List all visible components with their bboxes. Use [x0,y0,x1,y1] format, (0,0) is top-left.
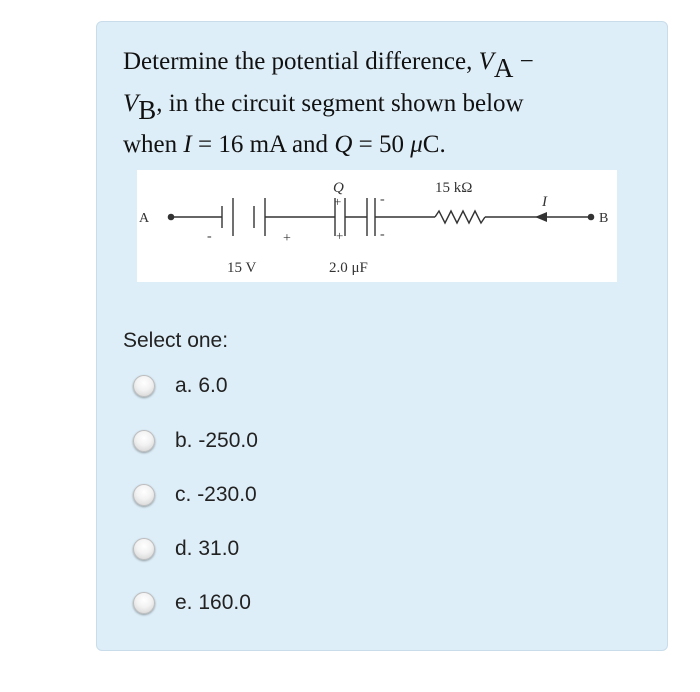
vb-subscript: B [138,95,157,125]
cap-label: 2.0 μF [329,260,368,276]
circuit-diagram [137,170,617,282]
option-label: b. -250.0 [175,429,258,452]
option-label: d. 31.0 [175,537,240,560]
option-label: e. 160.0 [175,591,251,614]
minus-sign: − [513,48,534,75]
select-prompt: Select one: [123,329,229,352]
va-variable: V [478,48,494,75]
resistor-zigzag [435,211,485,223]
question-card [96,21,668,651]
option-c[interactable] [133,480,257,510]
radio-button[interactable] [133,375,155,397]
option-a[interactable] [133,371,228,401]
q-label: Q [333,180,344,196]
cap-plus-bottom: + [336,228,344,243]
va-subscript: A [493,53,514,83]
option-d[interactable] [133,534,239,564]
radio-button[interactable] [133,538,155,560]
option-e[interactable] [133,588,251,618]
node-b [588,214,593,219]
question-line2: , in the circuit segment shown below [156,90,524,117]
resistor-label: 15 kΩ [435,180,473,196]
i-variable: I [183,131,192,158]
circuit-svg [137,170,617,282]
current-arrow-icon [535,212,547,222]
cap-minus-top: - [380,192,385,207]
radio-button[interactable] [133,484,155,506]
question-text [123,40,663,165]
cap-minus-bottom: - [380,227,385,242]
vb-variable: V [123,90,139,117]
option-label: c. -230.0 [175,483,257,506]
current-label: I [542,194,547,210]
q-variable: Q [334,131,353,158]
battery-label: 15 V [227,260,257,276]
when-text: when [123,131,184,158]
q-unit: C. [422,131,446,158]
radio-button[interactable] [133,430,155,452]
option-b[interactable] [133,426,258,456]
battery-minus: - [207,229,212,244]
option-label: a. 6.0 [175,374,228,397]
radio-button[interactable] [133,592,155,614]
q-value: = 50 [352,131,411,158]
cap-plus-top: + [334,194,342,209]
i-value: = 16 mA and [191,131,335,158]
label-a: A [139,211,150,226]
battery-plus: + [283,231,291,246]
label-b: B [599,211,609,226]
question-line1: Determine the potential difference, [123,48,479,75]
mu-symbol: μ [410,131,423,158]
